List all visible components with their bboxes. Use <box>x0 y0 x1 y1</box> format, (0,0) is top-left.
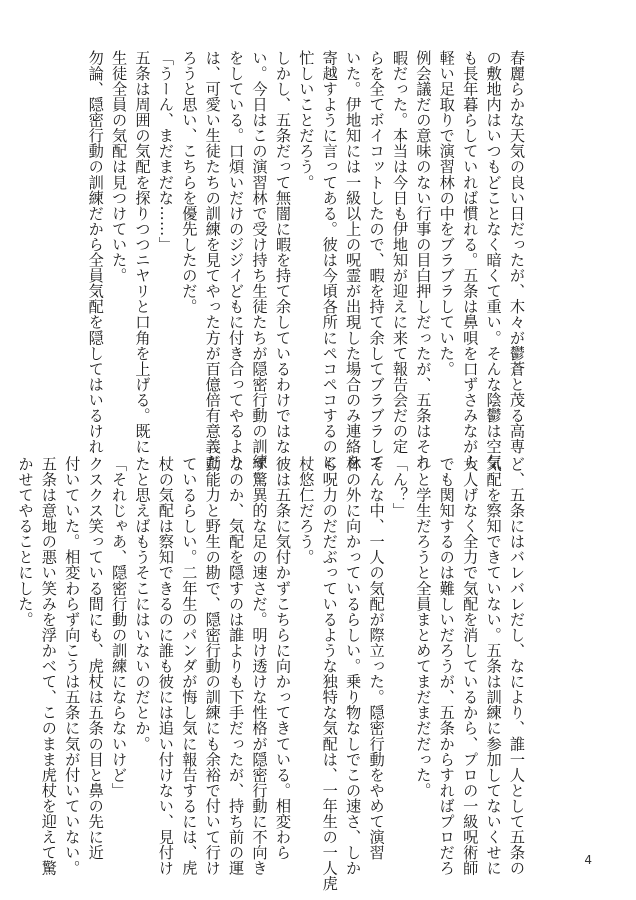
text-line: 忙しいことだろう。 <box>297 50 316 190</box>
text-line: 付いていた。相変わらず向こうは五条に気が付いていない。 <box>63 456 82 876</box>
text-line: 動能力と野生の勘で、隠密行動の訓練にも余裕で付いて行け <box>203 456 222 876</box>
text-line: ろうと思い、こちらを優先したのだ。 <box>180 50 199 315</box>
text-line: うと学生だろうと全員まとめてまだまだだった。 <box>414 456 433 799</box>
text-line: たと思えばもうそこにはいないのだとか。 <box>133 456 152 752</box>
text-line: 五条は周囲の気配を探りつつニヤリと口角を上げる。既に <box>133 50 152 455</box>
text-line: 軽い足取りで演習林の中をブラブラしていた。 <box>437 50 456 377</box>
text-line: しかし、五条だって無闇に暇を持て余しているわけではな <box>273 50 292 455</box>
text-line: 気配を察知できていない。五条は訓練に参加してないくせに <box>484 456 503 876</box>
text-line: ているらしい。二年生のパンダが悔し気に報告するには、虎 <box>180 456 199 876</box>
text-line: 「それじゃあ、隠密行動の訓練にならないけど」 <box>110 456 129 799</box>
text-line: い。今日はこの演習林で受け持ち生徒たちが隠密行動の訓練 <box>250 50 269 470</box>
text-line: 杖の気配は察知できるのに誰も彼には追い付けない、見付け <box>156 456 175 876</box>
text-line: 春麗らかな天気の良い日だったが、木々が鬱蒼と茂る高専 <box>508 50 526 455</box>
text-line: も長年暮らしていれば慣れる。五条は鼻唄を口ずさみながら <box>461 50 480 470</box>
text-line: ず驚異的な足の速さだ。明け透けな性格が隠密行動に不向き <box>250 456 269 876</box>
text-line: 暇だった。本当は今日も伊地知が迎えに来て報告会だの定 <box>390 50 409 455</box>
text-line: 林の外に向かっているらしい。乗り物なしでこの速さ、しか <box>344 456 363 876</box>
text-line: クスクス笑っている間にも、虎杖は五条の目と鼻の先に近 <box>86 456 105 861</box>
text-block-upper <box>86 50 528 470</box>
text-line: をしている。口煩いだけのジジイどもに付き合ってやるより <box>227 50 246 470</box>
text-line: は、可愛い生徒たちの訓練を見てやった方が百億倍有意義だ <box>203 50 222 470</box>
text-line: でも関知するのは難しいだろうが、五条からすればプロだろ <box>437 456 456 876</box>
text-line: らを全てボイコットしたので、暇を持て余してブラブラして <box>367 50 386 470</box>
text-line: ど、五条にはバレバレだし、なにより、誰一人として五条の <box>508 456 526 876</box>
text-line: の敷地内はいつもどことなく暗くて重い。そんな陰鬱は空気 <box>484 50 503 470</box>
text-line: なのか、気配を隠すのは誰よりも下手だったが、持ち前の運 <box>227 456 246 876</box>
text-line: そんな中、一人の気配が際立った。隠密行動をやめて演習 <box>367 456 386 861</box>
text-line: 勿論、隠密行動の訓練だから全員気配を隠してはいるけれ <box>86 50 105 455</box>
text-line: 大人げなく全力で気配を消しているから、プロの一級呪術師 <box>461 456 480 876</box>
text-line: も呪力のだだぶっているような独特な気配は、一年生の一人虎 <box>320 456 339 892</box>
text-line: 杖悠仁だろう。 <box>297 456 316 565</box>
text-line: 生徒全員の気配は見つけていた。 <box>110 50 129 284</box>
text-line: いた。伊地知には一級以上の呪霊が出現した場合のみ連絡を <box>344 50 363 470</box>
text-line: 五条は意地の悪い笑みを浮かべて、このまま虎杖を迎えて驚 <box>39 456 58 876</box>
text-block-lower <box>16 456 528 892</box>
page-number: 4 <box>584 853 592 867</box>
text-line: 「ん？」 <box>390 456 409 519</box>
text-line: 例会議だの意味のない行事の目白押しだったが、五条はそれ <box>414 50 433 470</box>
text-line: 寄越すように言ってある。彼は今頃各所にペコペコするのに <box>320 50 339 470</box>
text-line: 彼は五条に気付かずこちらに向かってきている。相変わら <box>273 456 292 861</box>
text-line: かせてやることにした。 <box>16 456 35 628</box>
text-line: 「うーん、まだまだな……」 <box>156 50 175 253</box>
